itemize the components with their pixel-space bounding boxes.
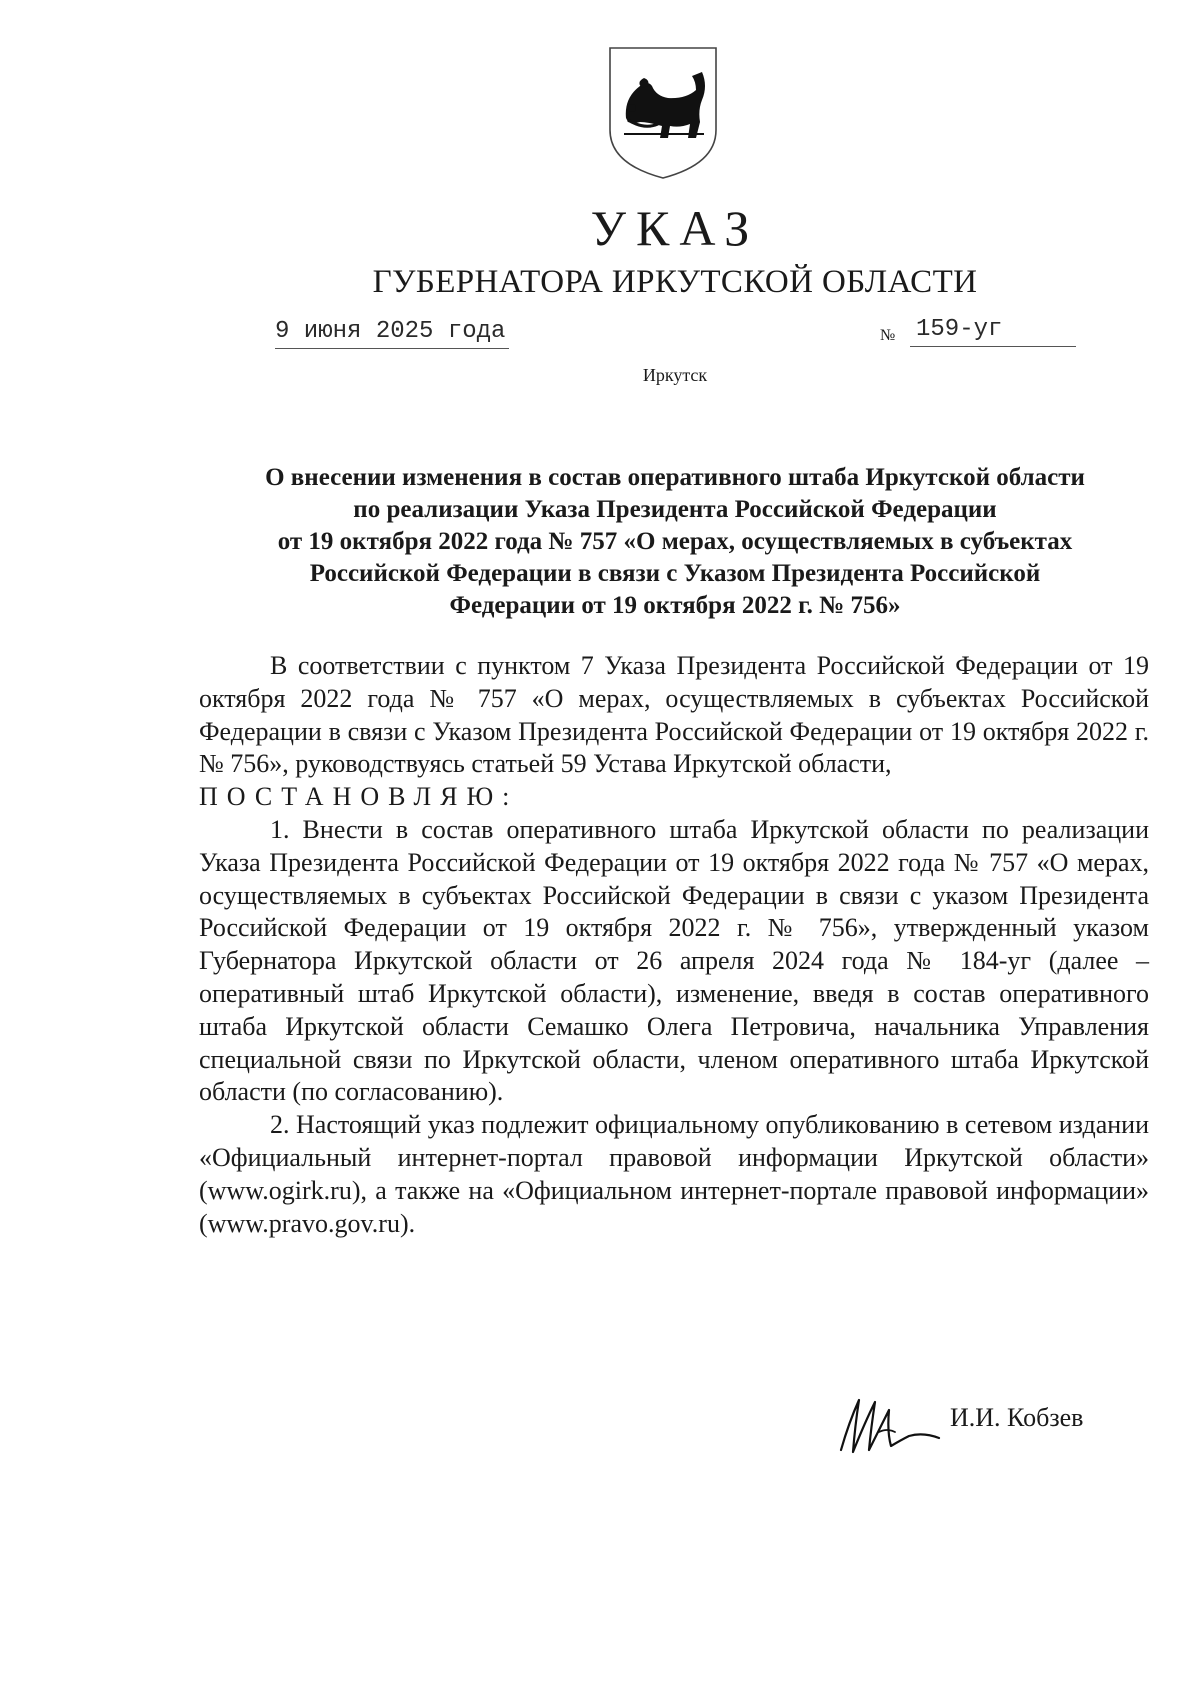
document-body	[199, 650, 1149, 1240]
item-1-paragraph: 1. Внести в состав оперативного штаба Иркутской области по реализации Указа Президента Российской Федерации от 19 октября 2022 года № 757 «О мерах, осуществляемых в субъектах Российской Федерации в связи с указом Президента Российской Федерации от 19 октября 2022 г. № 756», утвержденный указом Губернатора Иркутской области от 26 апреля 2024 года № 184-уг (далее – оперативный штаб Иркутской области), изменение, введя в состав оперативного штаба Иркутской области Семашко Олега Петровича, начальника Управления специальной связи по Иркутской области, членом оперативного штаба Иркутской области (по согласованию).	[199, 814, 1149, 1107]
resolve-word: ПОСТАНОВЛЯЮ:	[199, 782, 519, 812]
title-line: по реализации Указа Президента Российской Федерации	[353, 496, 997, 523]
title-line: О внесении изменения в состав оперативного штаба Иркутской области	[265, 464, 1085, 491]
document-title	[200, 462, 1150, 622]
title-line: Федерации от 19 октября 2022 г. № 756»	[449, 592, 901, 619]
signature-icon	[835, 1392, 945, 1458]
preamble-paragraph: В соответствии с пунктом 7 Указа Президента Российской Федерации от 19 октября 2022 года № 757 «О мерах, осуществляемых в субъектах Российской Федерации в связи с Указом Президента Российской Федерации от 19 октября 2022 г. № 756», руководствуясь статьей 59 Устава Иркутской области,	[199, 651, 1149, 779]
title-line: от 19 октября 2022 года № 757 «О мерах, осуществляемых в субъектах	[277, 528, 1073, 555]
issuing-authority: ГУБЕРНАТОРА ИРКУТСКОЙ ОБЛАСТИ	[372, 264, 978, 300]
coat-of-arms-icon	[604, 42, 722, 182]
decree-number: 159-уг	[910, 316, 1076, 347]
item-2-paragraph: 2. Настоящий указ подлежит официальному опубликованию в сетевом издании «Официальный интернет-портал правовой информации Иркутской области» (www.ogirk.ru), а также на «Официальном интернет-портале правовой информации» (www.pravo.gov.ru).	[199, 1110, 1149, 1238]
title-line: Российской Федерации в связи с Указом Президента Российской	[309, 560, 1041, 587]
document-type: УКАЗ	[590, 200, 760, 256]
signer-name: И.И. Кобзев	[950, 1403, 1084, 1432]
decree-date: 9 июня 2025 года	[275, 318, 509, 349]
city: Иркутск	[642, 365, 708, 385]
number-sign: №	[880, 327, 896, 344]
